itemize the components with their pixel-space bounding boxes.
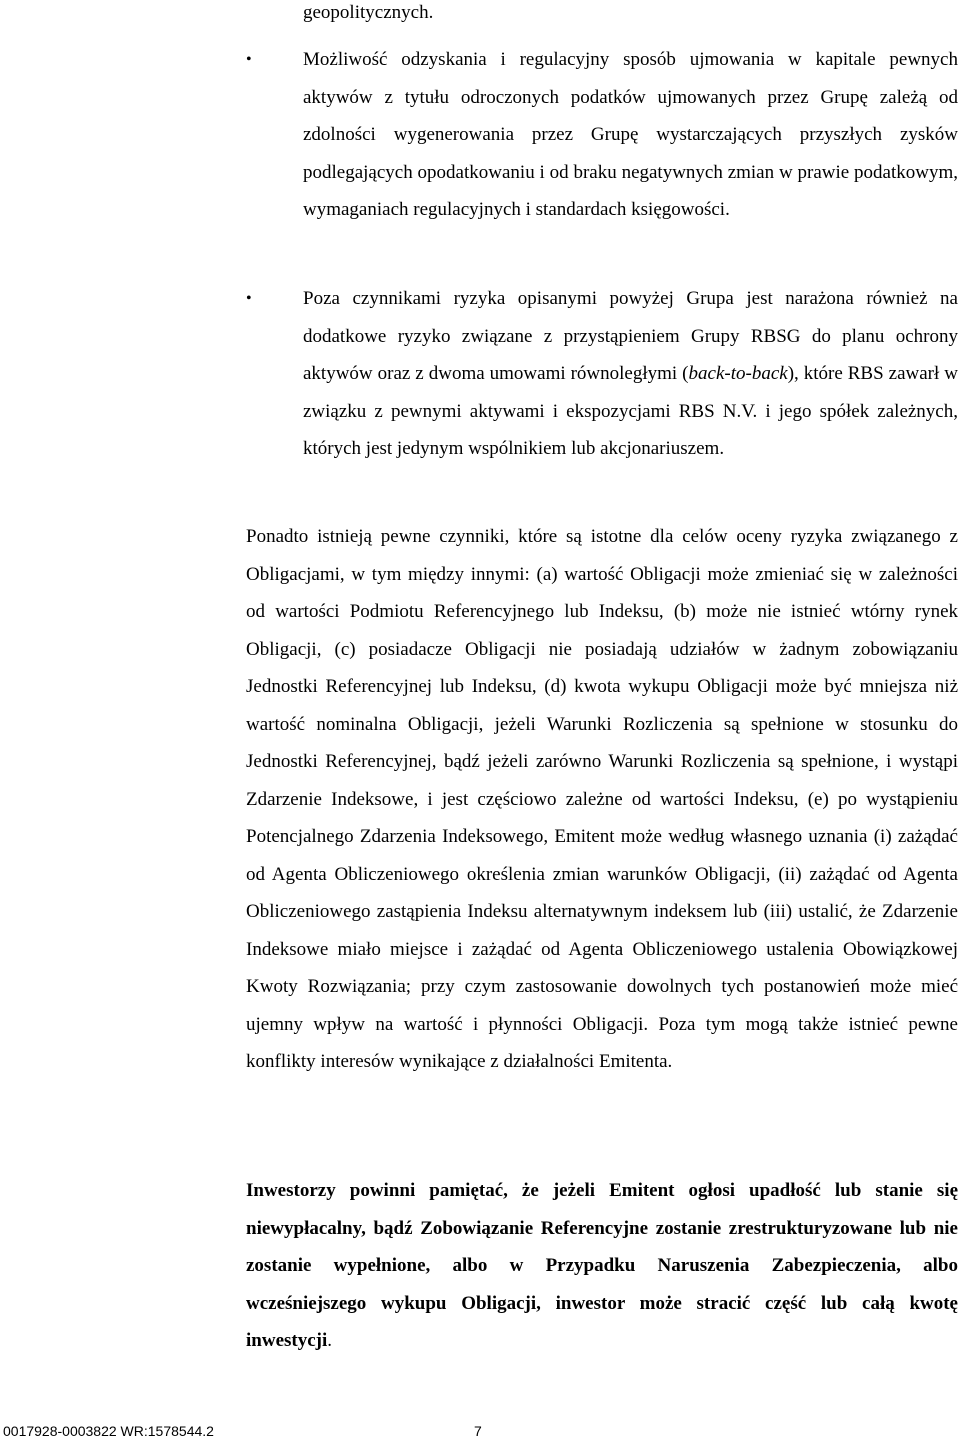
bullet-icon: • [246,290,252,307]
risk-factors-paragraph: Ponadto istnieją pewne czynniki, które są istotne dla celów oceny ryzyka związanego z Obligacjami, w tym między innymi: (a) wartość Obligacji może zmieniać się w zależności od wartości Podmiotu Referencyjnego lub Indeksu, (b) może nie istnieć wtórny rynek Obligacji, (c) posiadacze Obligacji nie posiadają udziałów w żadnym zobowiązaniu Jednostki Referencyjnej lub Indeksu, (d) kwota wykupu Obligacji może być mniejsza niż wartość nominalna Obligacji, jeżeli Warunki Rozliczenia są spełnione w stosunku do Jednostki Referencyjnej, bądź jeżeli zarówno Warunki Rozliczenia są spełnione, i wystąpi Zdarzenie Indeksowe, i jest częściowo zależne od wartości Indeksu, (e) po wystąpieniu Potencjalnego Zdarzenia Indeksowego, Emitent może według własnego uznania (i) zażądać od Agenta Obliczeniowego określenia zmian warunków Obligacji, (ii) zażądać od Agenta Obliczeniowego zastąpienia Indeksu alternatywnym indeksem lub (iii) ustalić, że Zdarzenie Indeksowe miało miejsce i zażądać od Agenta Obliczeniowego ustalenia Obowiązkowej Kwoty Rozwiązania; przy czym zastosowanie dowolnych tych postanowień może mieć ujemny wpływ na wartość i płynności Obligacji. Poza tym mogą także istnieć pewne konflikty interesów wynikające z działalności Emitenta. [246,526,958,1072]
bullet-item-asset-protection [246,280,958,468]
investor-warning-paragraph [246,1172,958,1360]
bullet-text-part: ), które RBS zawarł w związku z pewnymi aktywami i ekspozycjami RBS N.V. i jego spółek zależnych, których jest jedynym wspólnikiem lub akcjonariuszem. [303,363,958,459]
footer-document-reference: 0017928-0003822 WR:1578544.2 [3,1423,214,1439]
investor-warning-period: . [327,1330,333,1351]
bullet-text [303,280,958,468]
investor-warning-text: Inwestorzy powinni pamiętać, że jeżeli Emitent ogłosi upadłość lub stanie się niewypłacalny, bądź Zobowiązanie Referencyjne zostanie zrestrukturyzowane lub nie zostanie wypełnione, albo w Przypadku Naruszenia Zabezpieczenia, albo wcześniejszego wykupu Obligacji, inwestor może stracić część lub całą kwotę inwestycji [246,1180,958,1351]
italic-term: back-to-back [688,363,788,384]
continuation-fragment: geopolitycznych. [303,2,434,23]
bullet-icon: • [246,51,252,68]
bullet-text-part: Poza czynnikami ryzyka opisanymi powyżej Grupa jest narażona również na dodatkowe ryzyko związane z przystąpieniem Grupy RBSG do planu ochrony aktywów oraz z dwoma umowami równoległymi ( [303,288,958,384]
bullet-item-deferred-tax [246,41,958,229]
bullet-text: Możliwość odzyskania i regulacyjny sposób ujmowania w kapitale pewnych aktywów z tytułu odroczonych podatków ujmowanych przez Grupę zależą od zdolności wygenerowania przez Grupę wystarczających przyszłych zysków podlegających opodatkowaniu i od braku negatywnych zmian w prawie podatkowym, wymaganiach regulacyjnych i standardach księgowości. [303,49,958,220]
footer-page-number: 7 [474,1423,482,1439]
